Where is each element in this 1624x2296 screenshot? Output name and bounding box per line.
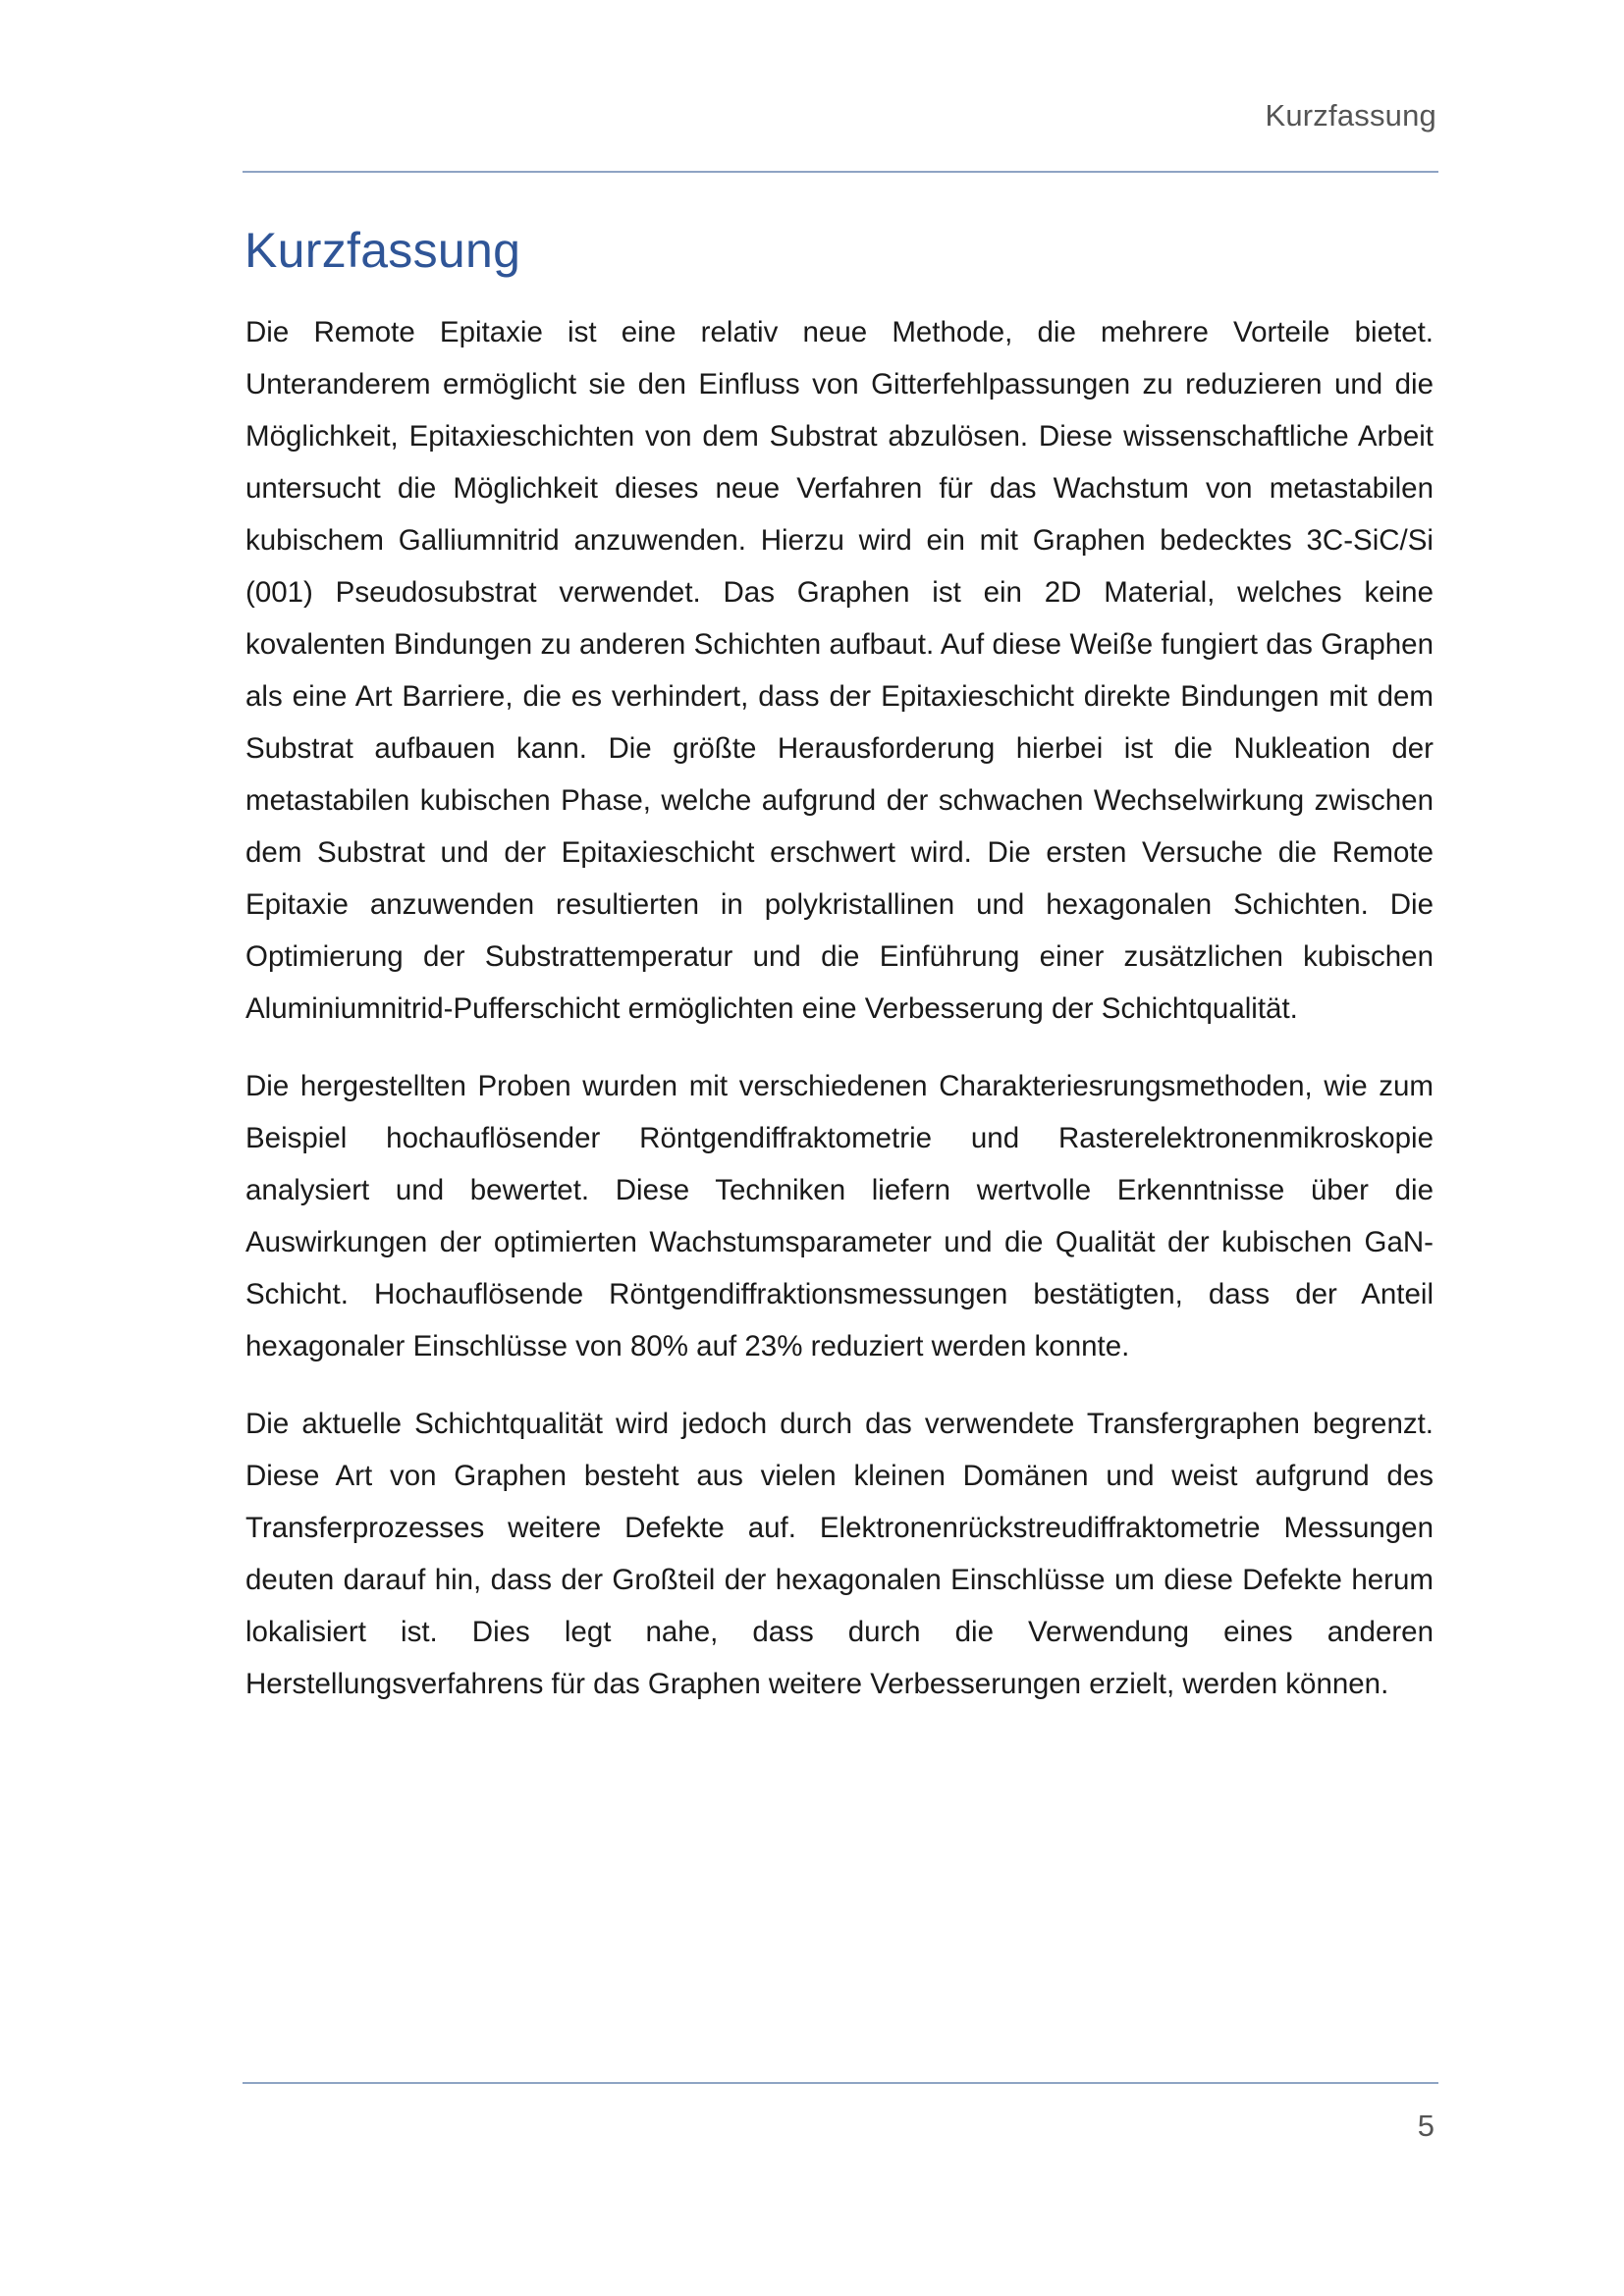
chapter-title: Kurzfassung — [244, 223, 521, 278]
running-header: Kurzfassung — [1265, 98, 1436, 133]
abstract-paragraph-3: Die aktuelle Schichtqualität wird jedoch durch das verwendete Transfergraphen begrenzt. Diese Art von Graphen besteht aus vielen kleinen Domänen und weist aufgrund des Transferprozesses weitere Defekte auf. Elektronenrückstreudiffraktometrie Messungen deuten darauf hin, dass der Großteil der hexagonalen Einschlüsse um diese Defekte herum lokalisiert ist. Dies legt nahe, dass durch die Verwendung eines anderen Herstellungsverfahrens für das Graphen weitere Verbesserungen erzielt, werden können. — [245, 1408, 1434, 1700]
header-divider — [243, 171, 1438, 173]
footer-divider — [243, 2082, 1438, 2084]
abstract-paragraph-2: Die hergestellten Proben wurden mit verschiedenen Charakteriesrungsmethoden, wie zum Beispiel hochauflösender Röntgendiffraktometrie und Rasterelektronenmikroskopie analysiert und bewertet. Diese Techniken liefern wertvolle Erkenntnisse über die Auswirkungen der optimierten Wachstumsparameter und die Qualität der kubischen GaN-Schicht. Hochauflösende Röntgendiffraktionsmessungen bestätigten, dass der Anteil hexagonaler Einschlüsse von 80% auf 23% reduziert werden konnte. — [245, 1070, 1434, 1362]
abstract-body — [245, 306, 1434, 1735]
abstract-paragraph-1: Die Remote Epitaxie ist eine relativ neue Methode, die mehrere Vorteile bietet. Unteranderem ermöglicht sie den Einfluss von Gitterfehlpassungen zu reduzieren und die Möglichkeit, Epitaxieschichten von dem Substrat abzulösen. Diese wissenschaftliche Arbeit untersucht die Möglichkeit dieses neue Verfahren für das Wachstum von metastabilen kubischem Galliumnitrid anzuwenden. Hierzu wird ein mit Graphen bedecktes 3C-SiC/Si (001) Pseudosubstrat verwendet. Das Graphen ist ein 2D Material, welches keine kovalenten Bindungen zu anderen Schichten aufbaut. Auf diese Weiße fungiert das Graphen als eine Art Barriere, die es verhindert, dass der Epitaxieschicht direkte Bindungen mit dem Substrat aufbauen kann. Die größte Herausforderung hierbei ist die Nukleation der metastabilen kubischen Phase, welche aufgrund der schwachen Wechselwirkung zwischen dem Substrat und der Epitaxieschicht erschwert wird. Die ersten Versuche die Remote Epitaxie anzuwenden resultierten in polykristallinen und hexagonalen Schichten. Die Optimierung der Substrattemperatur und die Einführung einer zusätzlichen kubischen Aluminiumnitrid-Pufferschicht ermöglichten eine Verbesserung der Schichtqualität. — [245, 316, 1434, 1025]
page-number: 5 — [1417, 2109, 1435, 2143]
